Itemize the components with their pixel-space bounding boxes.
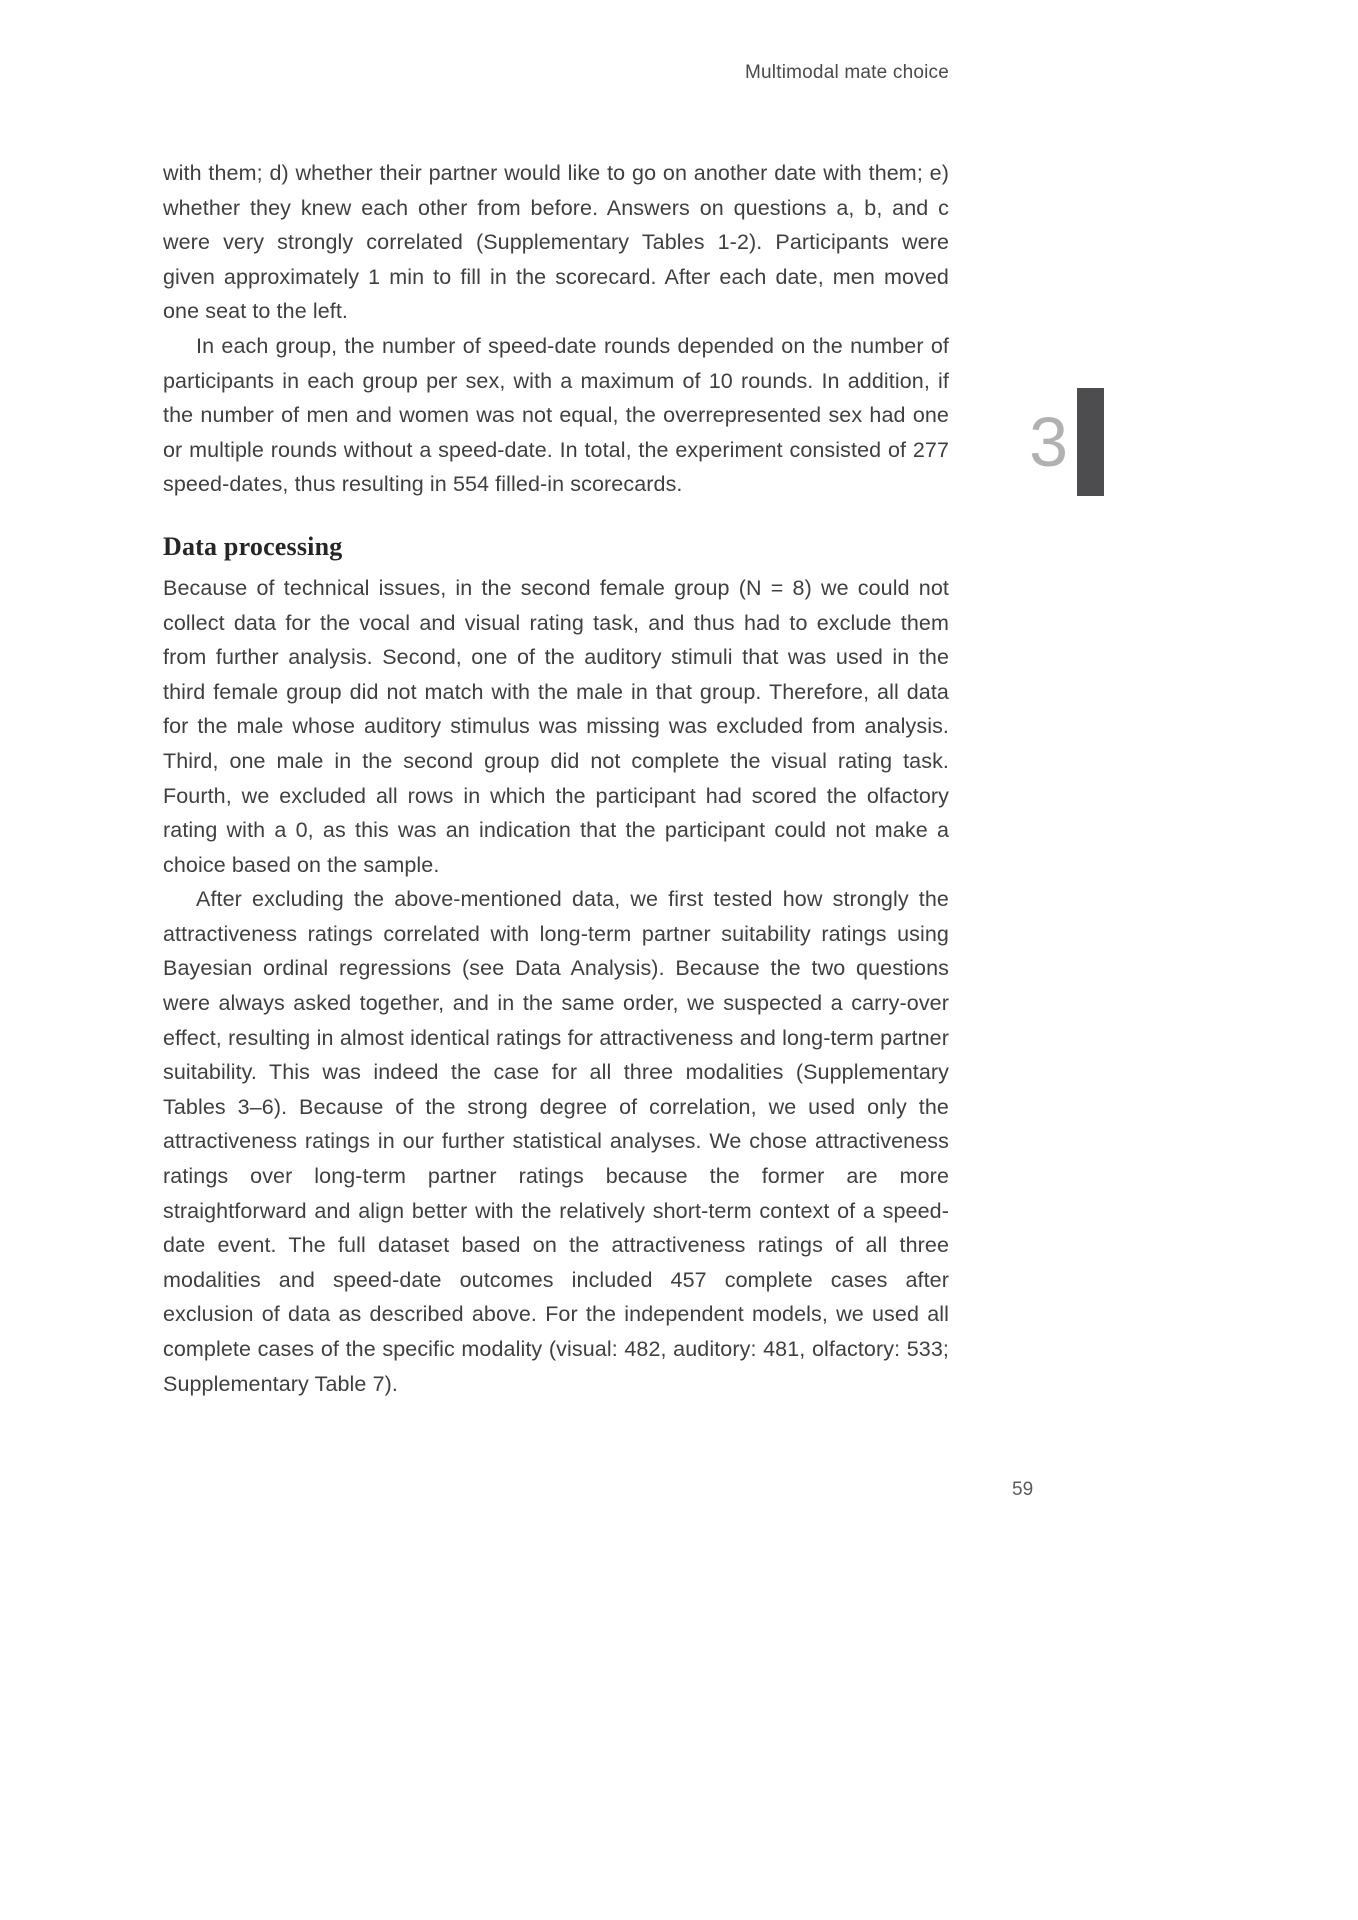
running-header-text: Multimodal mate choice bbox=[745, 62, 949, 83]
body-text-column bbox=[163, 156, 949, 1401]
section-heading: Data processing bbox=[163, 531, 343, 561]
paragraph-continued: with them; d) whether their partner would like to go on another date with them; e) whether they knew each other from before. Answers on questions a, b, and c were very strongly correlated (Supplementary Tables 1-2). Participants were given approximately 1 min to fill in the scorecard. After each date, men moved one seat to the left. bbox=[163, 161, 949, 324]
chapter-marker bbox=[1020, 388, 1358, 496]
chapter-tab bbox=[1077, 388, 1104, 496]
paragraph: In each group, the number of speed-date rounds depended on the number of participants in each group per sex, with a maximum of 10 rounds. In addition, if the number of men and women was not equal, the overrepresented sex had one or multiple rounds without a speed-date. In total, the experiment consisted of 277 speed-dates, thus resulting in 554 filled-in scorecards. bbox=[163, 333, 949, 497]
page-number: 59 bbox=[1012, 1479, 1034, 1500]
paragraph: Because of technical issues, in the second female group (N = 8) we could not collect data for the vocal and visual rating task, and thus had to exclude them from further analysis. Second, one of the auditory stimuli that was used in the third female group did not match with the male in that group. Therefore, all data for the male whose auditory stimulus was missing was excluded from analysis. Third, one male in the second group did not complete the visual rating task. Fourth, we excluded all rows in which the participant had scored the olfactory rating with a 0, as this was an indication that the participant could not make a choice based on the sample. bbox=[163, 575, 949, 877]
running-header bbox=[163, 62, 949, 84]
paragraph: After excluding the above-mentioned data, we first tested how strongly the attractiveness ratings correlated with long-term partner suitability ratings using Bayesian ordinal regressions (see Data Analysis). Because the two questions were always asked together, and in the same order, we suspected a carry-over effect, resulting in almost identical ratings for attractiveness and long-term partner suitability. This was indeed the case for all three modalities (Supplementary Tables 3–6). Because of the strong degree of correlation, we used only the attractiveness ratings in our further statistical analyses. We chose attractiveness ratings over long-term partner ratings because the former are more straightforward and align better with the relatively short-term context of a speed-date event. The full dataset based on the attractiveness ratings of all three modalities and speed-date outcomes included 457 complete cases after exclusion of data as described above. For the independent models, we used all complete cases of the specific modality (visual: 482, auditory: 481, olfactory: 533; Supplementary Table 7). bbox=[163, 887, 949, 1396]
chapter-number: 3 bbox=[1029, 403, 1068, 481]
